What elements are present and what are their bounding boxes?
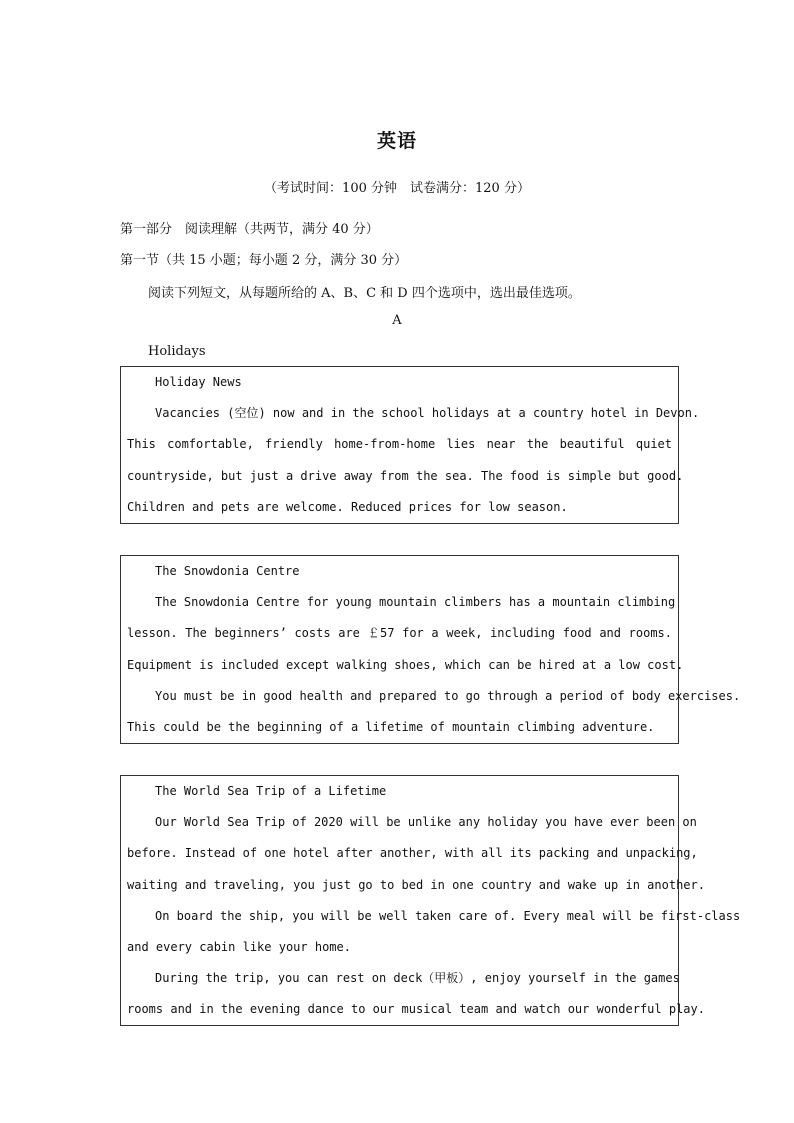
section-heading: 第一节（共 15 小题；每小题 2 分，满分 30 分） bbox=[120, 253, 408, 268]
box-text-line: countryside, but just a drive away from the sea. The food is simple but good. bbox=[127, 468, 684, 483]
box-text-line: During the trip, you can rest on deck（甲板）, enjoy yourself in the games bbox=[155, 971, 680, 986]
exam-info: （考试时间：100 分钟 试卷满分：120 分） bbox=[264, 181, 530, 196]
box-text-line: On board the ship, you will be well taken care of. Every meal will be first-class bbox=[155, 908, 741, 923]
box-text-line: rooms and in the evening dance to our musical team and watch our wonderful play. bbox=[127, 1002, 705, 1017]
holiday-news-box bbox=[120, 366, 700, 524]
box-text-line: waiting and traveling, you just go to bed in one country and wake up in another. bbox=[127, 877, 705, 892]
box-text-line: Equipment is included except walking shoes, which can be hired at a low cost. bbox=[127, 657, 684, 672]
box-text-line: Children and pets are welcome. Reduced prices for low season. bbox=[127, 499, 568, 514]
box-text-line: You must be in good health and prepared to go through a period of body exercises. bbox=[155, 688, 741, 703]
box-text-line: This comfortable, friendly home-from-home lies near the beautiful quiet bbox=[127, 437, 672, 452]
box-heading: Holiday News bbox=[155, 375, 242, 389]
part-heading: 第一部分 阅读理解（共两节，满分 40 分） bbox=[120, 222, 379, 237]
box-text-line: Vacancies (空位) now and in the school holidays at a country hotel in Devon. bbox=[155, 406, 700, 421]
passage-title: Holidays bbox=[148, 344, 206, 359]
box-text-line: The Snowdonia Centre for young mountain climbers has a mountain climbing bbox=[155, 595, 676, 610]
world-sea-trip-box bbox=[120, 775, 741, 1026]
box-text-line: and every cabin like your home. bbox=[127, 939, 351, 954]
box-text-line: This could be the beginning of a lifetime of mountain climbing adventure. bbox=[127, 719, 655, 734]
box-heading: The Snowdonia Centre bbox=[155, 564, 300, 578]
passage-label: A bbox=[392, 313, 402, 328]
instruction-text: 阅读下列短文，从每题所给的 A、B、C 和 D 四个选项中，选出最佳选项。 bbox=[148, 286, 581, 301]
box-heading: The World Sea Trip of a Lifetime bbox=[155, 784, 387, 798]
box-text-line: before. Instead of one hotel after another, with all its packing and unpacking, bbox=[127, 846, 698, 861]
snowdonia-centre-box bbox=[120, 555, 741, 744]
box-text-line: Our World Sea Trip of 2020 will be unlike any holiday you have ever been on bbox=[155, 815, 697, 830]
page-title: 英语 bbox=[376, 130, 417, 152]
box-text-line: lesson. The beginners’ costs are ￡57 for a week, including food and rooms. bbox=[127, 626, 672, 641]
